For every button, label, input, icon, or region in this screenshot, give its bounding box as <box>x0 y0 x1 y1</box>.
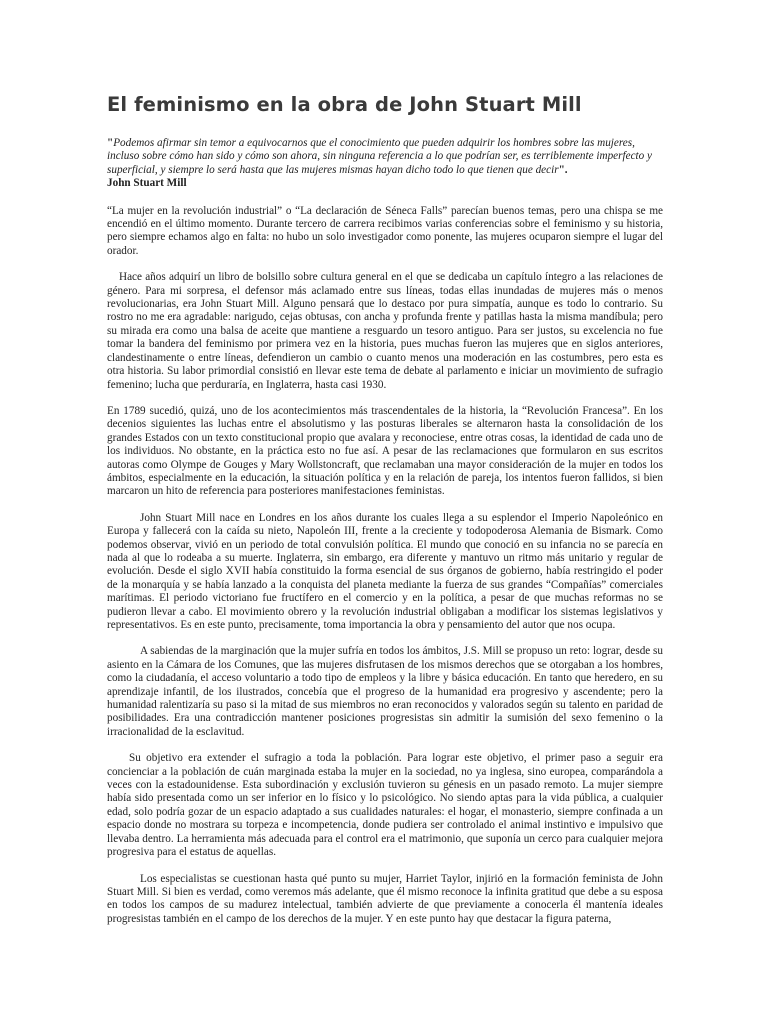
quote-text: Podemos afirmar sin temor a equivocarnos que el conocimiento que pueden adquirir los hombres sobre las mujeres, incluso sobre cómo han sido y cómo son ahora, sin ninguna referencia a lo que podrían ser, es terriblemente imperfecto y superficial, y siempre lo será hasta que las mujeres mismas hayan dicho todo lo que tienen que decir <box>107 137 652 176</box>
paragraph-7: Los especialistas se cuestionan hasta qué punto su mujer, Harriet Taylor, injirió en la formación feminista de John Stuart Mill. Si bien es verdad, como veremos más adelante, que él mismo reconoce la infinita gratitud que debe a su esposa en todos los campos de su madurez intelectual, también advierte de que previamente a conocerla él mantenía ideales progresistas también en el campo de los derechos de la mujer. Y en este punto hay que destacar la figura paterna, <box>107 872 663 925</box>
paragraph-3: En 1789 sucedió, quizá, uno de los acontecimientos más trascendentales de la historia, la “Revolución Francesa”. En los decenios siguientes las luchas entre el absolutismo y las posturas liberales se alternaron hasta la consolidación de los grandes Estados con un texto constitucional propio que avalara y reconociese, entre otras cosas, la identidad de cada uno de los individuos. No obstante, en la práctica esto no fue así. A pesar de las reclamaciones que formularon en sus escritos autoras como Olympe de Gouges y Mary Wollstoncraft, que reclamaban una mayor consideración de la mujer en todos los ámbitos, especialmente en la educación, la situación política y en la relación de pareja, los intentos fueron fallidos, si bien marcaron un hito de referencia para posteriores manifestaciones feministas. <box>107 404 663 498</box>
paragraph-5: A sabiendas de la marginación que la mujer sufría en todos los ámbitos, J.S. Mill se propuso un reto: lograr, desde su asiento en la Cámara de los Comunes, que las mujeres disfrutasen de los mismos derechos que se otorgaban a los hombres, como la ciudadanía, el acceso voluntario a todo tipo de empleos y la libre y básica educación. En tanto que heredero, en su aprendizaje infantil, de los ilustrados, concebía que el progreso de la humanidad era progresivo y ascendente; pero la humanidad ralentizaría su paso si la mitad de sus miembros no eran reconocidos y valorados según su talento en paridad de posibilidades. Era una contradicción mantener posiciones progresistas sin admitir la sumisión del sexo femenino o la irracionalidad de la esclavitud. <box>107 645 663 738</box>
document-page <box>107 0 663 1024</box>
paragraph-4: John Stuart Mill nace en Londres en los años durante los cuales llega a su esplendor el Imperio Napoleónico en Europa y fallecerá con la caída su nieto, Napoleón III, frente a la creciente y todopoderosa Alemania de Bismark. Como podemos observar, vivió en un periodo de total convulsión política. El mundo que conoció en su infancia no se parecía en nada al que lo rodeaba a su muerte. Inglaterra, sin embargo, era diferente y mantuvo un ritmo más unitario y regular de evolución. Desde el siglo XVII había constituido la forma esencial de sus órganos de gobierno, había restringido el poder de la monarquía y se había lanzado a la conquista del planeta mediante la fuerza de sus grandes “Compañías” comerciales marítimas. El periodo victoriano fue fructífero en el comercio y en la política, a pesar de que muchas reformas no se pudieron llevar a cabo. El movimiento obrero y la revolución industrial obligaban a modificar los sistemas legislativos y representativos. Es en este punto, precisamente, toma importancia la obra y pensamiento del autor que nos ocupa. <box>107 511 663 631</box>
quote-close-mark: ". <box>558 163 568 176</box>
document-title: El feminismo en la obra de John Stuart Mill <box>107 93 582 116</box>
epigraph-quote <box>107 137 663 177</box>
document-body <box>107 137 663 939</box>
quote-author: John Stuart Mill <box>107 177 187 190</box>
quote-open-mark: " <box>107 137 114 149</box>
paragraph-2: Hace años adquirí un libro de bolsillo sobre cultura general en el que se dedicaba un capítulo íntegro a las relaciones de género. Para mi sorpresa, el defensor más aclamado entre sus líneas, todas ellas inundadas de mujeres más o menos revolucionarias, era John Stuart Mill. Alguno pensará que lo destaco por pura simpatía, aunque es todo lo contrario. Su rostro no me era agradable: narigudo, cejas obtusas, con ancha y profunda frente y patillas hasta la misma mandíbula; pero su mirada era como una balsa de aceite que mantiene a resguardo un tesoro antiguo. Para ser justos, su excelencia no fue tomar la bandera del feminismo por primera vez en la historia, pues muchas fueron las mujeres que en siglos anteriores, clandestinamente o entre líneas, defendieron un cambio o cuanto menos una moderación en las costumbres, pero esta es otra historia. Su labor primordial consistió en llevar este tema de debate al parlamento e iniciar un movimiento de sufragio femenino; lucha que perduraría, en Inglaterra, hasta casi 1930. <box>107 271 663 391</box>
paragraph-1: “La mujer en la revolución industrial” o “La declaración de Séneca Falls” parecían buenos temas, pero una chispa se me encendió en el último momento. Durante tercero de carrera recibimos varias conferencias sobre el feminismo y su historia, pero siempre echamos algo en falta: no hubo un solo investigador como ponente, las mujeres ocuparon siempre el lugar del orador. <box>107 204 663 257</box>
paragraph-6: Su objetivo era extender el sufragio a toda la población. Para lograr este objetivo, el primer paso a seguir era concienciar a la población de cuán marginada estaba la mujer en la sociedad, no ya inglesa, sino europea, comparándola a veces con la estadounidense. Esta subordinación y exclusión tuvieron su génesis en un pasado remoto. La mujer siempre había sido presentada como un ser inferior en lo físico y lo psicológico. No siendo aptas para la vida pública, a cualquier edad, solo podría gozar de un espacio adaptado a sus cualidades naturales: el hogar, el monasterio, siempre confinada a un espacio donde no mostrara su torpeza e incompetencia, donde pudiera ser controlado el animal instintivo e impulsivo que llevaba dentro. La herramienta más adecuada para el control era el matrimonio, que suponía un cerco para cualquier mejora progresiva para el estatus de aquellas. <box>107 752 663 859</box>
